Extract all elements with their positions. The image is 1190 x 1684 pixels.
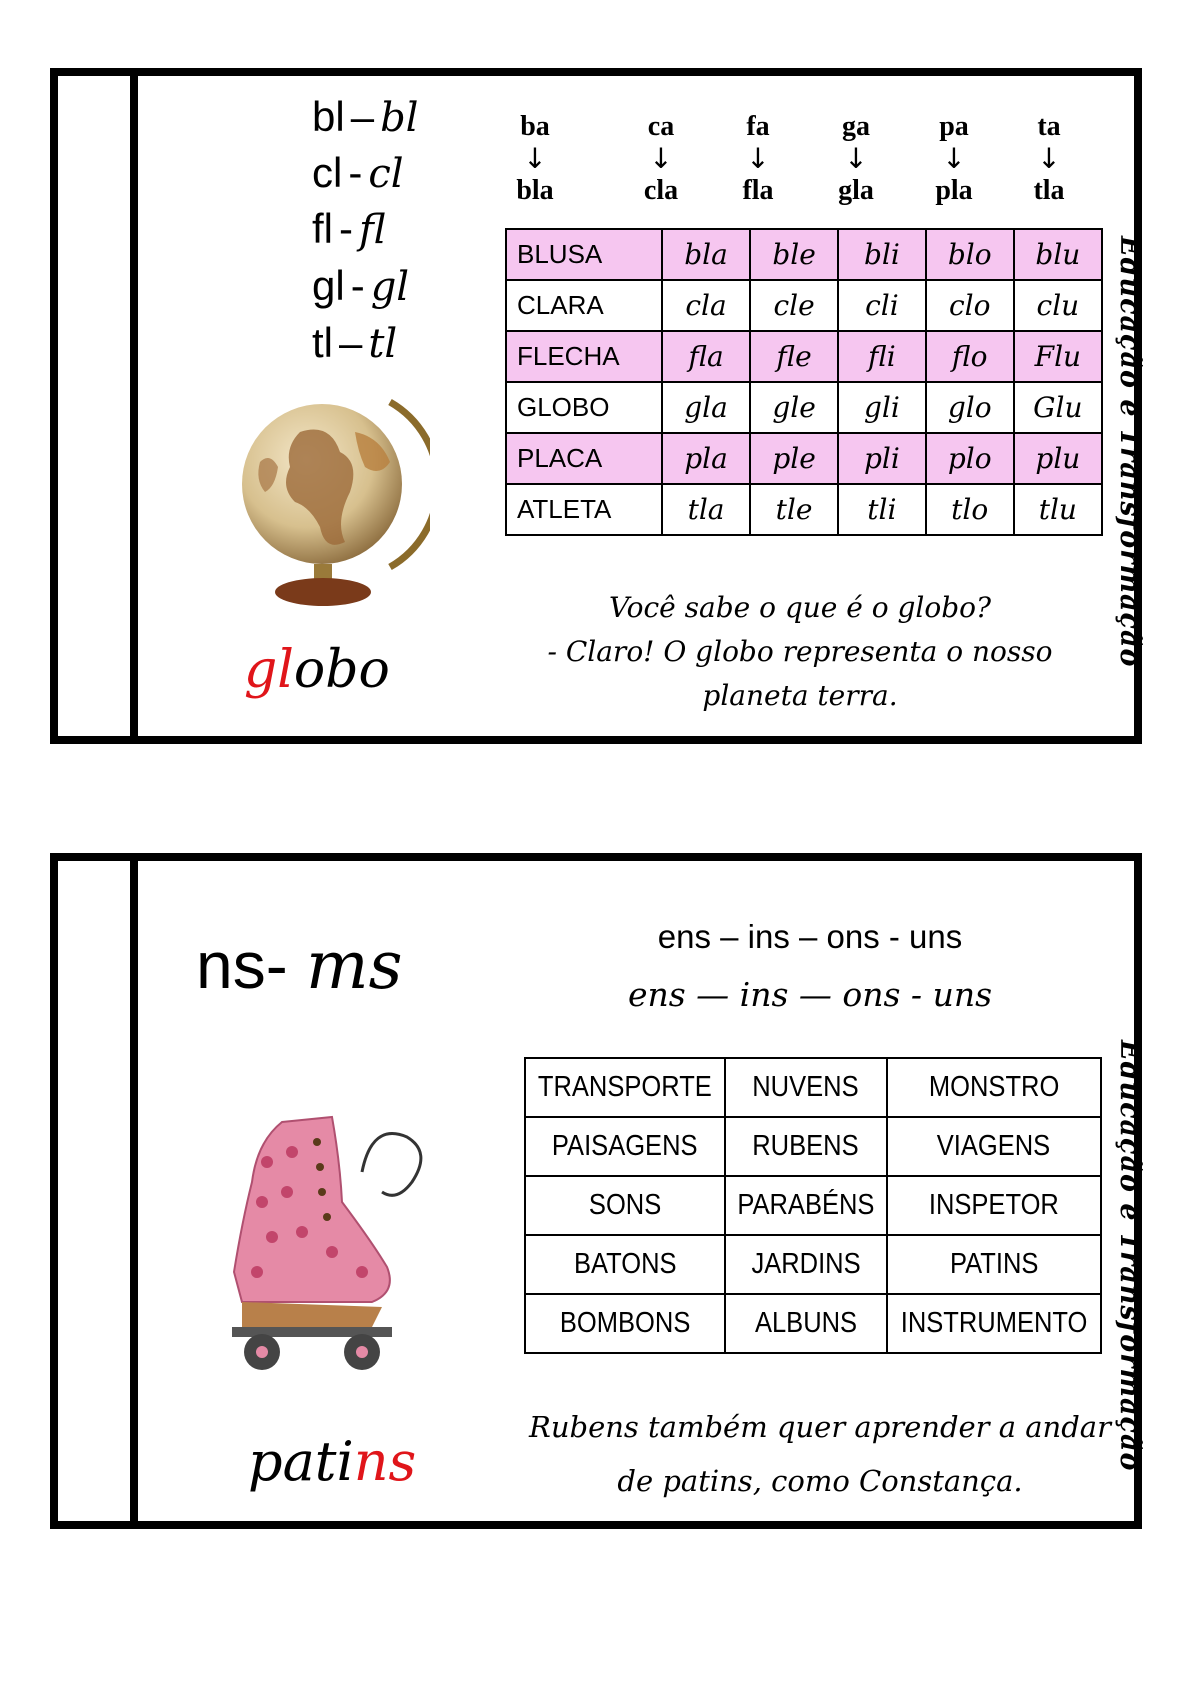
table-row: BLUSA bla ble bli blo blu	[506, 229, 1102, 280]
syllable-column: ca ↓ cla	[626, 110, 696, 208]
syllable-column: ta ↓ tla	[1014, 110, 1084, 208]
table-row: SONS PARABÉNS INSPETOR	[525, 1176, 1101, 1235]
table-row: BOMBONS ALBUNS INSTRUMENTO	[525, 1294, 1101, 1353]
syllable-column: fa ↓ fla	[723, 110, 793, 208]
arrow-down-icon: ↓	[746, 142, 770, 175]
combo-item: cl - cl	[312, 149, 404, 197]
syllable-column: pa ↓ pla	[919, 110, 989, 208]
table-row: GLOBO gla gle gli glo Glu	[506, 382, 1102, 433]
arrow-down-icon: ↓	[844, 142, 868, 175]
roller-skate-illustration	[222, 1102, 452, 1382]
arrow-down-icon: ↓	[523, 142, 547, 175]
table-row: BATONS JARDINS PATINS	[525, 1235, 1101, 1294]
ns-ms-heading: ns- ms	[196, 927, 403, 1004]
syllable-column: ga ↓ gla	[821, 110, 891, 208]
table-row: FLECHA fla fle fli flo Flu	[506, 331, 1102, 382]
arrow-down-icon: ↓	[649, 142, 673, 175]
syllable-table	[505, 228, 1103, 536]
card-spine	[58, 861, 138, 1521]
arrow-down-icon: ↓	[942, 142, 966, 175]
globe-illustration	[240, 392, 430, 614]
story-text: Você sabe o que é o globo? - Claro! O globo representa o nosso planeta terra.	[547, 591, 1053, 712]
combo-item: fl - fl	[312, 205, 386, 253]
endings-print: ens – ins – ons - uns	[657, 918, 963, 955]
arrow-down-icon: ↓	[1037, 142, 1061, 175]
card-spine	[58, 76, 138, 736]
story-text: Rubens também quer aprender a andar de patins, como Constança.	[529, 1410, 1111, 1498]
watermark-text: Educação e Transformação	[1114, 236, 1145, 668]
word-table	[524, 1057, 1102, 1354]
syllable-column: ba ↓ bla	[500, 110, 570, 208]
combo-item: gl - gl	[312, 262, 410, 310]
watermark-text: Educação e Transformação	[1114, 1040, 1145, 1472]
table-row: ATLETA tla tle tli tlo tlu	[506, 484, 1102, 535]
table-row: PLACA pla ple pli plo plu	[506, 433, 1102, 484]
table-row: CLARA cla cle cli clo clu	[506, 280, 1102, 331]
table-row: TRANSPORTE NUVENS MONSTRO	[525, 1058, 1101, 1117]
globo-word: globo	[244, 640, 390, 700]
combo-item: bl – bl	[312, 93, 419, 141]
combo-item: tl – tl	[312, 319, 398, 367]
endings-cursive: ens — ins — ons - uns	[627, 975, 993, 1014]
table-row: PAISAGENS RUBENS VIAGENS	[525, 1117, 1101, 1176]
patins-word: patins	[248, 1430, 417, 1493]
